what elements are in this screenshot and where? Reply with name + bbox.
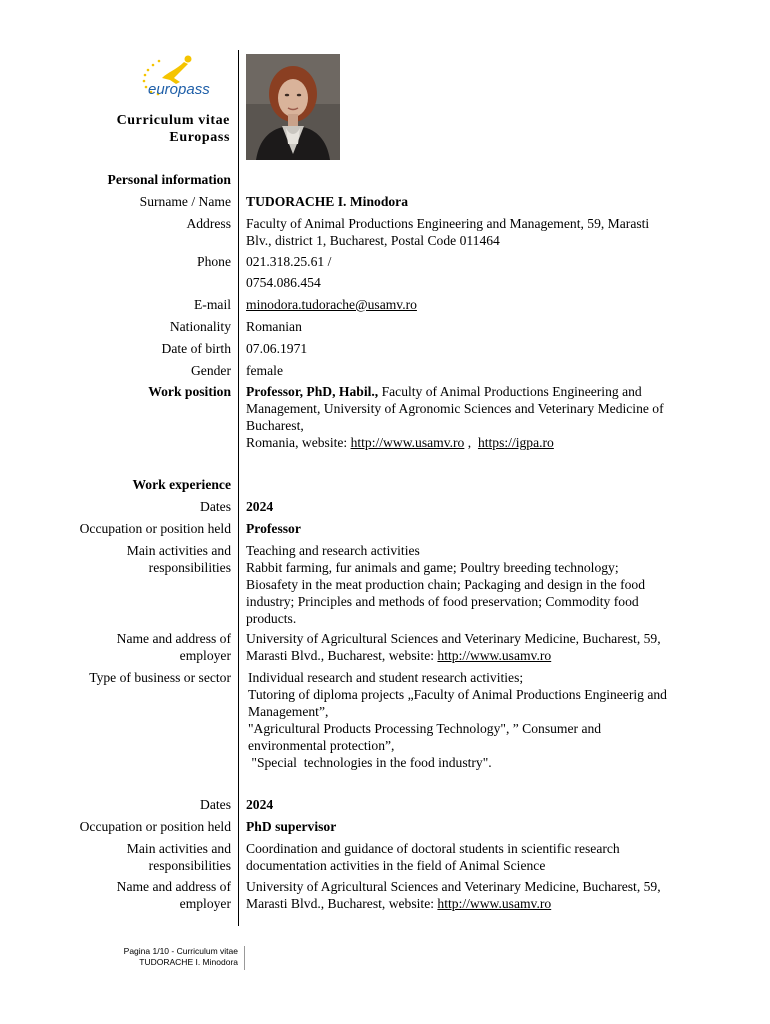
work-position-label: Work position bbox=[148, 384, 231, 399]
cv-title-line1: Curriculum vitae bbox=[116, 113, 230, 128]
exp2-occupation-label: Occupation or position held bbox=[79, 819, 231, 834]
website-link-igpa[interactable]: https://igpa.ro bbox=[477, 435, 554, 450]
gender-label: Gender bbox=[190, 363, 231, 378]
exp1-employer-link[interactable]: http://www.usamv.ro bbox=[437, 648, 552, 663]
dob-label: Date of birth bbox=[161, 341, 231, 356]
exp1-dates-value: 2024 bbox=[246, 499, 274, 514]
address-label: Address bbox=[186, 216, 231, 231]
exp2-activities-value: Coordination and guidance of doctoral students in scientific research documentation activities in the field of Animal Science bbox=[246, 841, 620, 873]
exp1-business-value: Individual research and student research activities; Tutoring of diploma projects „Faculty of Animal Productions Engineerig and Management”, "Agricultural Products Processing Technology", ” Consumer and environmental protection”, "Special technologies in the food industry". bbox=[248, 670, 667, 770]
footer-name: TUDORACHE I. Minodora bbox=[139, 957, 238, 967]
column-divider bbox=[238, 50, 239, 926]
exp1-employer-value: University of Agricultural Sciences and Veterinary Medicine, Bucharest, 59, Marasti Blvd., Bucharest, website: http://www.usamv.ro bbox=[246, 631, 661, 663]
address-value: Faculty of Animal Productions Engineering and Management, 59, Marasti Blv., district 1, Bucharest, Postal Code 011464 bbox=[246, 216, 650, 248]
exp1-activities-label: Main activities and responsibilities bbox=[126, 543, 231, 575]
website-link-usamv[interactable]: http://www.usamv.ro bbox=[350, 435, 465, 450]
dob-value: 07.06.1971 bbox=[246, 341, 308, 356]
section-personal-information: Personal information bbox=[107, 172, 231, 187]
cv-title-line2: Europass bbox=[169, 130, 230, 145]
cv-title bbox=[60, 112, 230, 146]
exp1-occupation-value: Professor bbox=[246, 521, 301, 536]
exp2-occupation-value: PhD supervisor bbox=[246, 819, 337, 834]
name-value: TUDORACHE I. Minodora bbox=[246, 194, 409, 209]
exp1-dates-label: Dates bbox=[200, 499, 231, 514]
logo-wordmark: europass bbox=[148, 81, 210, 98]
exp2-activities-label: Main activities and responsibilities bbox=[126, 841, 231, 873]
work-position-value: Professor, PhD, Habil., Faculty of Animal Productions Engineering and Management, University of Agronomic Sciences and Veterinary Medicine of Bucharest, Romania, website: http://www.usamv.ro , https://igpa.ro bbox=[246, 384, 664, 450]
footer-page-info: Pagina 1/10 - Curriculum vitae bbox=[123, 946, 238, 956]
exp2-dates-label: Dates bbox=[200, 797, 231, 812]
section-work-experience: Work experience bbox=[132, 477, 231, 492]
profile-photo bbox=[246, 54, 340, 160]
phone-label: Phone bbox=[197, 254, 231, 269]
footer-divider bbox=[244, 946, 245, 970]
europass-logo bbox=[132, 52, 224, 98]
name-label: Surname / Name bbox=[139, 194, 231, 209]
nationality-value: Romanian bbox=[246, 319, 302, 334]
exp2-dates-value: 2024 bbox=[246, 797, 274, 812]
exp2-employer-label: Name and address of employer bbox=[116, 879, 231, 911]
exp1-activities-value: Teaching and research activities Rabbit farming, fur animals and game; Poultry breeding technology; Biosafety in the meat production chain; Packaging and design in the food industry; Principles and methods of food preservation; Commodity food products. bbox=[246, 543, 646, 626]
email-label: E-mail bbox=[194, 297, 231, 312]
exp1-occupation-label: Occupation or position held bbox=[79, 521, 231, 536]
page-footer bbox=[100, 946, 238, 968]
exp2-employer-link[interactable]: http://www.usamv.ro bbox=[437, 896, 552, 911]
gender-value: female bbox=[246, 363, 283, 378]
phone-value: 021.318.25.61 / 0754.086.454 bbox=[246, 254, 332, 290]
email-link[interactable]: minodora.tudorache@usamv.ro bbox=[246, 297, 417, 312]
nationality-label: Nationality bbox=[169, 319, 231, 334]
exp1-employer-label: Name and address of employer bbox=[116, 631, 231, 663]
exp1-business-label: Type of business or sector bbox=[89, 670, 231, 685]
exp2-employer-value: University of Agricultural Sciences and Veterinary Medicine, Bucharest, 59, Marasti Blvd., Bucharest, website: http://www.usamv.ro bbox=[246, 879, 661, 911]
